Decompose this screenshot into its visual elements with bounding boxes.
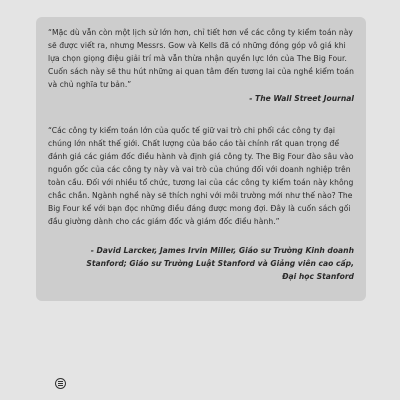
testimonial-card [36,17,366,301]
review-source-2: - David Larcker, James Irvin Miller, Giáo sư Trường Kinh doanh Stanford; Giáo sư Trường Luật Stanford và Giảng viên cao cấp, Đại học Stanford [86,246,354,281]
review-quote-1: “Mặc dù vẫn còn một lịch sử lớn hơn, chỉ tiết hơn về các công ty kiểm toán này sẽ được viết ra, nhưng Messrs. Gow và Kells đã có những đóng góp vô giá khi lựa chọn giọng điệu giải trí mà vẫn thừa nhận quyền lực lớn của The Big Four. Cuốn sách này sẽ thu hút những ai quan tâm đến tương lai của nghề kiểm toán và chủ nghĩa tư bản.” [48,28,354,89]
review-quote-2: “Các công ty kiểm toán lớn của quốc tế giữ vai trò chi phối các công ty đại chúng lớn nhất thế giới. Chất lượng của báo cáo tài chính rất quan trọng để đánh giá các giám đốc điều hành và định giá công ty. The Big Four đào sâu vào nguồn gốc của các công ty này và vai trò của chúng đối với doanh nghiệp trên toàn cầu. Đối với nhiều tổ chức, tương lai của các công ty kiểm toán này không chắc chắn. Ngành nghề này sẽ thích nghi với môi trường mới như thế nào? The Big Four kể với bạn đọc những điều đáng được mong đợi. Đây là cuốn sách gối đầu giường dành cho các giám đốc và giám đốc điều hành.” [48,126,354,226]
review-source-1: - The Wall Street Journal [249,94,354,103]
menu-button[interactable] [55,378,66,389]
menu-lines-icon [58,381,63,382]
